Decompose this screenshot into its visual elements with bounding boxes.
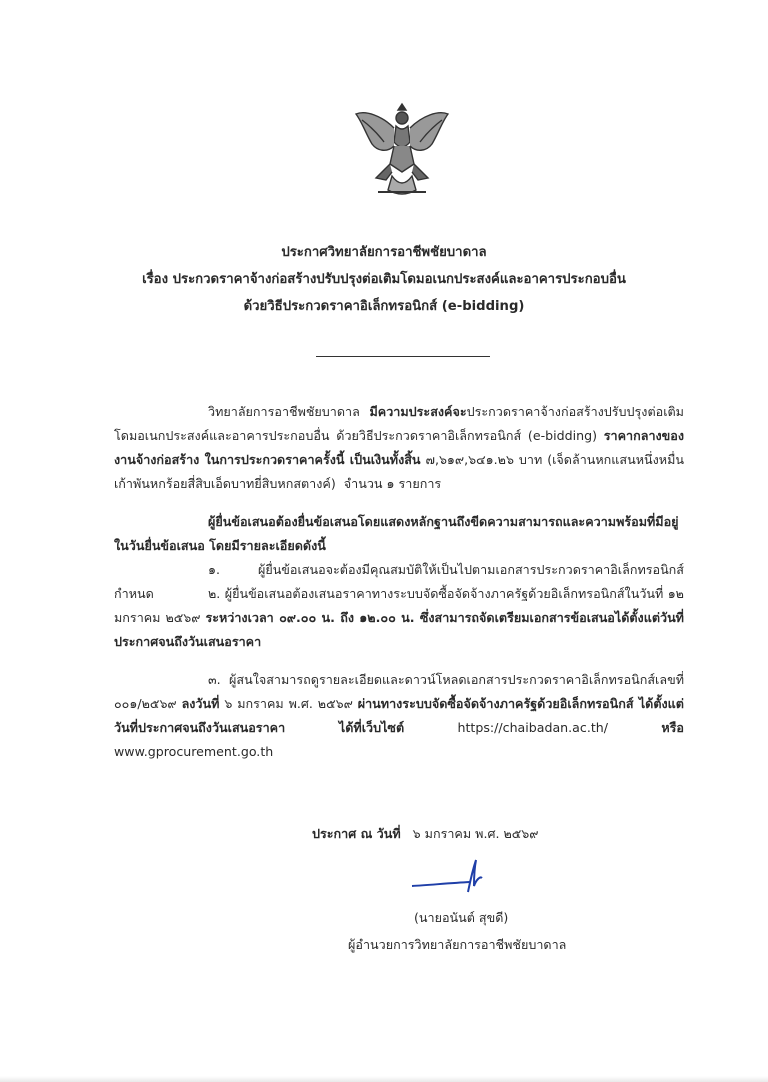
item-3-text-b: ผ่านทางระบบจัดซื้อจัดจ้างภาครัฐด้วยอิเล็กทรอนิกส์ ได้ตั้งแต่วันที่ประกาศจนถึงวันเสนอราคา ได้ที่เว็บไซต์ [114,696,684,735]
subject-label: เรื่อง [142,272,169,287]
gprocurement-link[interactable]: www.gprocurement.go.th [114,744,274,759]
garuda-emblem-icon [352,96,452,202]
price-amount: ๗,๖๑๙,๖๔๑.๒๖ บาท (เจ็ดล้านหกแสนหนึ่งหมื่นเก้าพันหกร้อยสี่สิบเอ็ดบาทยี่สิบหกสตางค์) [114,452,684,491]
project-text: โดมอเนกประสงค์และอาคารประกอบอื่น ด้วยวิธีประกวดราคาอิเล็กทรอนิกส์ (e-bidding) [114,428,597,443]
item-3-dated-label: ลงวันที่ [181,696,220,711]
quantity-text: จำนวน ๑ รายการ [343,476,442,491]
signer-name: (นายอนันต์ สุขดี) [414,910,509,925]
procurement-text: ประกวดราคาจ้างก่อสร้างปรับปรุงต่อเติม [466,404,684,419]
announcement-heading: ประกาศวิทยาลัยการอาชีพชัยบาดาล [281,245,487,260]
subject-line [90,270,678,289]
item-3-doc-number: ๐๐๑/๒๕๖๙ [114,696,177,711]
requirements-text: ผู้ยื่นข้อเสนอต้องยื่นข้อเสนอโดยแสดงหลักฐานถึงขีดความสามารถและความพร้อมที่มีอยู่ในวันยื่นข้อเสนอ โดยมีรายละเอียดดังนี้ [114,514,679,553]
announce-label: ประกาศ ณ วันที่ [312,826,401,841]
list-item-2 [114,582,684,654]
paragraph-intro [114,400,684,496]
paragraph-requirements [114,510,684,558]
intent-text: มีความประสงค์จะ [369,404,467,419]
announce-date-line [312,824,539,844]
item-1-text: ๑. ผู้ยื่นข้อเสนอจะต้องมีคุณสมบัติให้เป็นไปตามเอกสารประกวดราคาอิเล็กทรอนิกส์กำหนด [114,562,684,601]
subject-text: ประกวดราคาจ้างก่อสร้างปรับปรุงต่อเติมโดมอเนกประสงค์และอาคารประกอบอื่น [172,272,626,287]
item-2-date: มกราคม ๒๕๖๙ [114,610,201,625]
divider-rule [316,356,490,357]
item-2-text-b: ระหว่างเวลา ๐๙.๐๐ น. ถึง ๑๒.๐๐ น. ซึ่งสามารถจัดเตรียมเอกสารข้อเสนอได้ตั้งแต่วันที่ประกาศจนถึงวันเสนอราคา [114,610,684,649]
list-item-3 [114,668,684,764]
signer-title: ผู้อำนวยการวิทยาลัยการอาชีพชัยบาดาล [348,937,567,952]
item-3-date: ๖ มกราคม พ.ศ. ๒๕๖๙ [224,696,353,711]
college-website-link[interactable]: https://chaibadan.ac.th/ [457,720,608,735]
item-3-text-a: ๓. ผู้สนใจสามารถดูรายละเอียดและดาวน์โหลดเอกสารประกวดราคาอิเล็กทรอนิกส์เลขที่ [208,672,684,687]
method-line: ด้วยวิธีประกวดราคาอิเล็กทรอนิกส์ (e-bidding) [243,299,525,314]
announce-date: ๖ มกราคม พ.ศ. ๒๕๖๙ [412,826,539,841]
item-2-text-a: ๒. ผู้ยื่นข้อเสนอต้องเสนอราคาทางระบบจัดซื้อจัดจ้างภาครัฐด้วยอิเล็กทรอนิกส์ในวันที่ ๑๒ [208,586,684,601]
or-text: หรือ [661,720,684,735]
median-price-label: ราคากลางของงานจ้างก่อสร้าง ในการประกวดราคาครั้งนี้ เป็นเงินทั้งสิ้น [114,428,684,467]
college-name: วิทยาลัยการอาชีพชัยบาดาล [208,404,360,419]
signature-image [410,856,494,900]
